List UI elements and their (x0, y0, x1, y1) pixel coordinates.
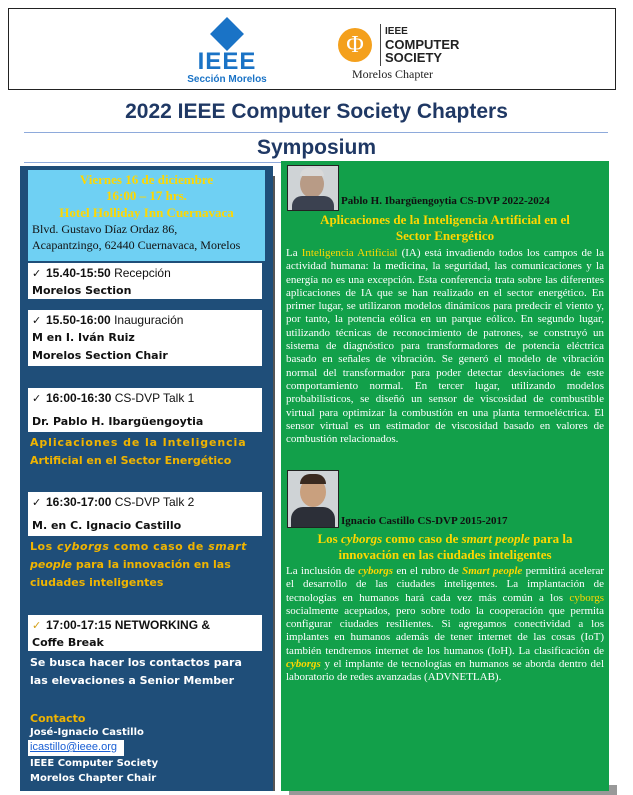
talk2-abstract-text: y el implante de tecnologías en humanos se aborda dentro del laboratorio de redes avanzadas (ADVNETLAB). (286, 658, 604, 684)
speaker2-photo (287, 470, 339, 528)
check-icon: ✓ (32, 620, 42, 632)
page-title: 2022 IEEE Computer Society Chapters (125, 100, 508, 123)
event-date: Viernes 16 de diciembre (79, 172, 214, 187)
event-address-line1: Blvd. Gustavo Díaz Ordaz 86, (32, 222, 178, 236)
computer-society-phi-icon: Φ (338, 28, 372, 62)
talk2-abstract-highlight: cyborgs (358, 565, 394, 577)
agenda-time: 17:00-17:15 (46, 618, 112, 632)
talk1-abstract-highlight: Inteligencia Artificial (301, 247, 398, 259)
agenda-item-networking (28, 615, 262, 651)
talk1-title-line2: Sector Energético (395, 228, 495, 243)
venue-box (28, 170, 265, 261)
computer-society-logo (385, 25, 459, 64)
agenda-item-opening (28, 310, 262, 366)
contact-org: IEEE Computer Society (30, 758, 159, 769)
agenda-time: 16:30-17:00 (46, 495, 112, 509)
networking-note (30, 654, 264, 690)
talk1-speaker: Pablo H. Ibargüengoytia CS-DVP 2022-2024 (341, 195, 550, 207)
talk1-abstract-text: (IA) está invadiendo todos los campos de la actividad humana: la medicina, la seguridad, las comunicaciones y la energía no es una excepción. Esta conferencia trata sobre las diferentes aplicaciones de IA que se han realizado en el sector energético. En primer lugar, se utilizaron modelos dinámicos para predecir el viento y, por tanto, la potencia eólica en un parque eólico. En segundo lugar, utilizando técnicas de reconocimiento de patrones, se construyó un sistema de diagnóstico para transformadores de potencia eléctrica basado en señales de vibración. Se generó el modelo de vibración normal del transformador para poder detectar desviaciones de este comportamiento normal. En tercer lugar, utilizando modelos probabilísticos, se diseñó un sensor de viscosidad de combustible virtual para optimizar la combustión en una planta termoeléctrica. El sensor virtual es un estimador de viscosidad basado en valores de combustión relacionados. (286, 247, 604, 446)
agenda-item-header (32, 313, 183, 327)
talk1-abstract (286, 247, 604, 446)
cs-logo-line2: COMPUTER (385, 37, 460, 52)
talk2-speaker: Ignacio Castillo CS-DVP 2015-2017 (341, 515, 508, 527)
t2l-part-italic: cyborgs (56, 540, 110, 553)
speaker2-hair (300, 474, 326, 484)
talk2-title-line1 (286, 531, 604, 547)
cs-chapter-name: Morelos Chapter (352, 67, 433, 81)
talk2-abstract-text: permitirá acelerar el desarrollo de las ciudades inteligentes. La implantación de tecnologías en humanos hará cada vez más común a los (286, 565, 604, 604)
talk1-abstract-text: La (286, 247, 302, 259)
ieee-logo-text: IEEE (197, 48, 257, 75)
check-icon: ✓ (32, 393, 42, 405)
talk1-left-title-line1: Aplicaciones de la Inteligencia (30, 436, 247, 449)
talk2-left-title-line3: ciudades inteligentes (30, 576, 164, 589)
logo-divider (380, 24, 381, 66)
talk2-left-title-line2 (30, 556, 264, 574)
agenda-item-header (32, 266, 171, 280)
talk1-left-title (30, 434, 264, 470)
t2-part: como caso de (382, 531, 462, 546)
agenda-item-talk1 (28, 388, 262, 432)
t2-part: para la (529, 531, 573, 546)
agenda-sub: M en I. Iván Ruiz (32, 331, 135, 344)
page-subtitle: Symposium (256, 136, 377, 159)
networking-note-line1: Se busca hacer los contactos para (30, 656, 242, 669)
cs-logo-line1: IEEE (385, 26, 408, 37)
t2-part: Los (317, 531, 341, 546)
agenda-item-header (32, 495, 194, 509)
check-icon: ✓ (32, 315, 42, 327)
ieee-morelos-logo (172, 22, 282, 84)
cs-logo-line3: SOCIETY (385, 50, 443, 65)
agenda-label: NETWORKING & (114, 618, 211, 632)
t2-part-italic: smart people (461, 531, 530, 546)
speaker1-suit (292, 196, 334, 210)
talk2-abstract-highlight: Smart people (462, 565, 523, 577)
talk2-abstract (286, 565, 604, 685)
ieee-section-name: Sección Morelos (187, 74, 267, 85)
contact-role: Morelos Chapter Chair (30, 773, 157, 784)
contact-name: José-Ignacio Castillo (30, 727, 144, 738)
talk2-abstract-highlight: cyborgs (569, 591, 604, 604)
t2l-part: como caso de (109, 540, 209, 553)
ieee-diamond-icon (210, 17, 244, 51)
agenda-time: 15.50-16:00 (46, 313, 111, 327)
agenda-label: Recepción (114, 266, 171, 280)
agenda-label: Inauguración (114, 313, 184, 327)
talk2-title (286, 531, 604, 563)
t2l-part-italic: people (30, 558, 72, 571)
agenda-item-header (32, 618, 210, 632)
agenda-item-reception (28, 263, 262, 299)
talk2-left-title (30, 538, 264, 592)
networking-note-line2: las elevaciones a Senior Member (30, 674, 235, 687)
agenda-item-talk2 (28, 492, 262, 536)
agenda-sub: Coffe Break (32, 636, 104, 649)
agenda-sub: Morelos Section (32, 284, 132, 297)
agenda-sub: Dr. Pablo H. Ibargüengoytia (32, 415, 204, 428)
check-icon: ✓ (32, 268, 42, 280)
talk2-abstract-text: La inclusión de (286, 565, 359, 577)
speaker1-photo (287, 165, 339, 211)
speaker2-suit (291, 507, 335, 527)
event-time: 16:00 – 17 hrs. (106, 188, 187, 203)
agenda-sub-2: Morelos Section Chair (32, 349, 168, 362)
talk2-left-title-line1 (30, 538, 264, 556)
contact-email-link[interactable]: icastillo@ieee.org (30, 741, 117, 753)
agenda-item-header (32, 391, 194, 405)
speaker1-hair (300, 168, 324, 176)
talk2-abstract-text: en el rubro de (393, 565, 463, 577)
contact-title: Contacto (30, 712, 86, 725)
talk1-left-title-line2: Artificial en el Sector Energético (30, 454, 232, 467)
agenda-time: 16:00-16:30 (46, 391, 112, 405)
talk2-title-line2: innovación en las ciudades inteligentes (338, 547, 552, 562)
agenda-label: CS-DVP Talk 1 (114, 391, 195, 405)
t2l-part: Los (30, 540, 57, 553)
agenda-time: 15.40-15:50 (46, 266, 111, 280)
header-logo-box (8, 8, 616, 90)
agenda-label: CS-DVP Talk 2 (114, 495, 195, 509)
t2-part-italic: cyborgs (341, 531, 383, 546)
title-divider (24, 132, 608, 133)
t2l-part-italic: smart (208, 540, 247, 553)
event-hotel: Hotel Holliday Inn Cuernavaca (59, 205, 234, 220)
agenda-sub: M. en C. Ignacio Castillo (32, 519, 182, 532)
talk2-abstract-highlight: cyborgs (286, 658, 321, 671)
t2l-part: para la innovación en las (72, 558, 231, 571)
talk1-title (286, 212, 604, 244)
talk1-title-line1: Aplicaciones de la Inteligencia Artificial en el (320, 212, 570, 227)
talk2-abstract-text: socialmente aceptados, pero sobre todo la cooperación que permita configurar ciudades resilientes. Si agregamos conectividad a los implantes en humanos además de tener internet de las cosas (IoT) también tendremos internet de los humanos (IoH). La clasificación de (286, 604, 604, 657)
check-icon: ✓ (32, 497, 42, 509)
event-address-line2: Acapantzingo, 62440 Cuernavaca, Morelos (32, 238, 241, 252)
